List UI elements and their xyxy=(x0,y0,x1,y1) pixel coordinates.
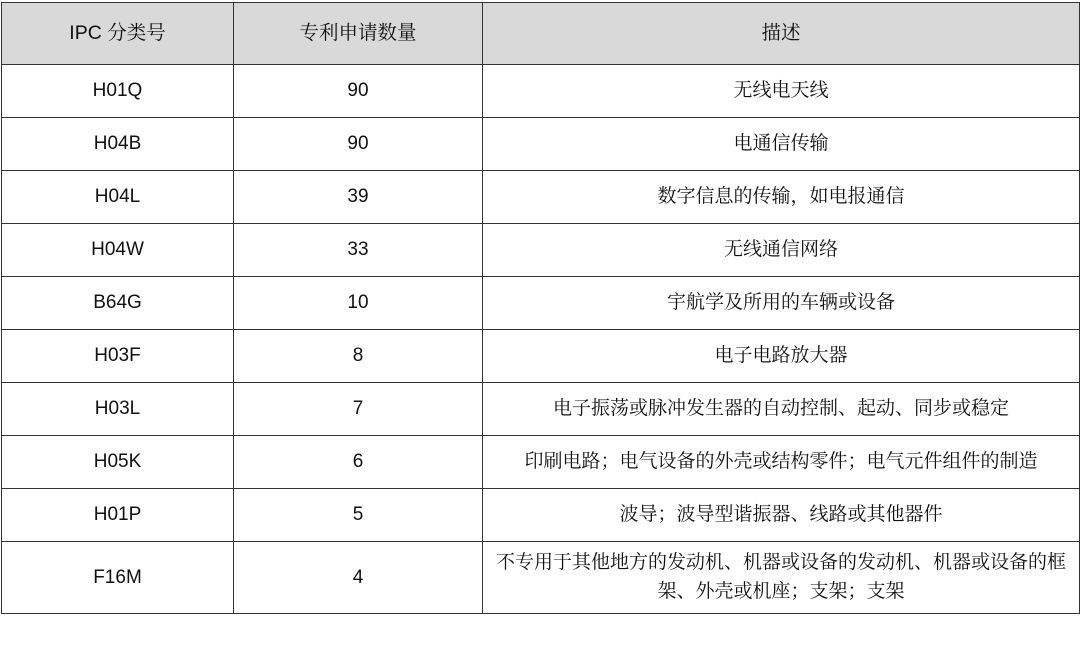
cell-application-count: 7 xyxy=(234,383,483,436)
cell-ipc-code: H05K xyxy=(2,436,234,489)
table-row xyxy=(2,489,1080,542)
table-row xyxy=(2,65,1080,118)
cell-description: 数字信息的传输，如电报通信 xyxy=(483,171,1080,224)
table-row xyxy=(2,436,1080,489)
cell-ipc-code: H01Q xyxy=(2,65,234,118)
cell-application-count: 4 xyxy=(234,542,483,614)
cell-application-count: 90 xyxy=(234,118,483,171)
cell-description: 无线电天线 xyxy=(483,65,1080,118)
cell-application-count: 90 xyxy=(234,65,483,118)
cell-application-count: 39 xyxy=(234,171,483,224)
ipc-patent-table xyxy=(1,2,1080,614)
cell-description: 电子振荡或脉冲发生器的自动控制、起动、同步或稳定 xyxy=(483,383,1080,436)
cell-description: 电子电路放大器 xyxy=(483,330,1080,383)
cell-description: 印刷电路；电气设备的外壳或结构零件；电气元件组件的制造 xyxy=(483,436,1080,489)
cell-application-count: 6 xyxy=(234,436,483,489)
column-header-description: 描述 xyxy=(483,3,1080,65)
table-row xyxy=(2,330,1080,383)
table-header xyxy=(2,3,1080,65)
cell-ipc-code: H03L xyxy=(2,383,234,436)
cell-ipc-code: F16M xyxy=(2,542,234,614)
table-header-row xyxy=(2,3,1080,65)
table-row xyxy=(2,118,1080,171)
cell-application-count: 10 xyxy=(234,277,483,330)
cell-description: 波导；波导型谐振器、线路或其他器件 xyxy=(483,489,1080,542)
cell-ipc-code: H03F xyxy=(2,330,234,383)
column-header-ipc-code: IPC 分类号 xyxy=(2,3,234,65)
cell-description: 宇航学及所用的车辆或设备 xyxy=(483,277,1080,330)
cell-ipc-code: H04B xyxy=(2,118,234,171)
table-row xyxy=(2,542,1080,614)
table-body xyxy=(2,65,1080,614)
cell-application-count: 8 xyxy=(234,330,483,383)
table-row xyxy=(2,224,1080,277)
table-row xyxy=(2,383,1080,436)
cell-ipc-code: H04L xyxy=(2,171,234,224)
cell-description: 不专用于其他地方的发动机、机器或设备的发动机、机器或设备的框架、外壳或机座；支架；支架 xyxy=(483,542,1080,614)
cell-application-count: 5 xyxy=(234,489,483,542)
cell-description: 电通信传输 xyxy=(483,118,1080,171)
cell-ipc-code: H04W xyxy=(2,224,234,277)
ipc-table-container xyxy=(0,2,1080,671)
column-header-application-count: 专利申请数量 xyxy=(234,3,483,65)
cell-description: 无线通信网络 xyxy=(483,224,1080,277)
table-row xyxy=(2,171,1080,224)
cell-application-count: 33 xyxy=(234,224,483,277)
cell-ipc-code: H01P xyxy=(2,489,234,542)
cell-ipc-code: B64G xyxy=(2,277,234,330)
table-row xyxy=(2,277,1080,330)
